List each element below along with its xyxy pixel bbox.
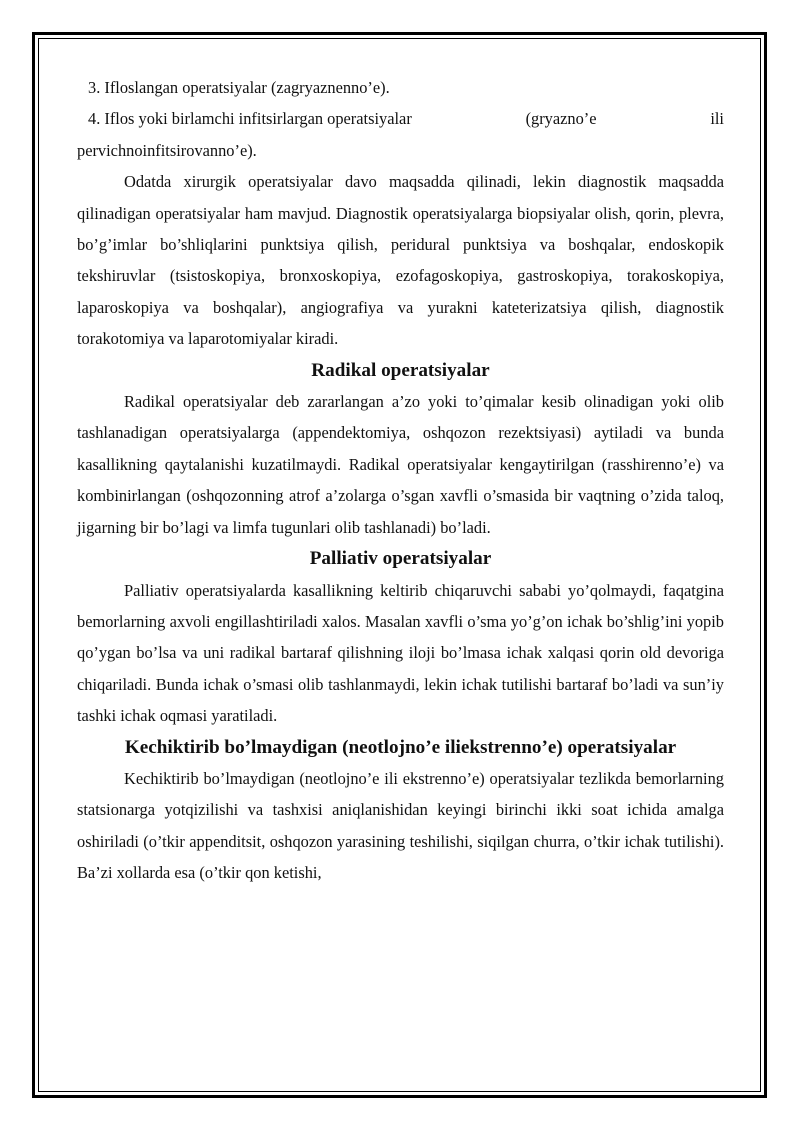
section-body-palliative: Palliativ operatsiyalarda kasallikning keltirib chiqaruvchi sababi yo’qolmaydi, faqatgina bemorlarning axvoli engillashtiriladi xalos. Masalan xavfli o’sma yo’g’on ichak bo’shlig’ini yopib qo’ygan bo’lsa va uni radikal bartaraf qilishning iloji bo’lmasa ichak xalqasi qorin old devoriga chiqariladi. Bunda ichak o’smasi olib tashlanmaydi, lekin ichak tutilishi bartaraf bo’ladi va sun’iy tashki ichak oqmasi yaratiladi. bbox=[77, 580, 724, 726]
section-heading-urgent: Kechiktirib bo’lmaydigan (neotlojno’e iliekstrenno’e) operatsiyalar bbox=[124, 736, 677, 758]
section-heading-palliative: Palliativ operatsiyalar bbox=[309, 548, 492, 570]
section-body-urgent: Kechiktirib bo’lmaydigan (neotlojno’e ili ekstrenno’e) operatsiyalar tezlikda bemorlarning statsionarga yotqizilishi va tashxisi aniqlanishidan keyingi birinchi ikki soat ichida amalga oshiriladi (o’tkir appenditsit, oshqozon yarasining teshilishi, siqilgan churra, o’tkir ichak tutilishi). Ba’zi xollarda esa (o’tkir qon ketishi, bbox=[77, 768, 724, 883]
list-item-4-part2: (gryazno’e bbox=[525, 109, 597, 129]
list-item-4-part1: 4. Iflos yoki birlamchi infitsirlargan operatsiyalar bbox=[88, 109, 412, 129]
document-body bbox=[77, 72, 724, 889]
section-heading-radical: Radikal operatsiyalar bbox=[311, 359, 490, 381]
list-item-4 bbox=[77, 103, 724, 134]
list-item-3: 3. Ifloslangan operatsiyalar (zagryaznenno’e). bbox=[88, 78, 390, 97]
list-item-4-continuation: pervichnoinfitsirovanno’e). bbox=[77, 140, 257, 160]
list-item-4-part3: ili bbox=[710, 109, 724, 129]
intro-paragraph: Odatda xirurgik operatsiyalar davo maqsadda qilinadi, lekin diagnostik maqsadda qilinadigan operatsiyalar ham mavjud. Diagnostik operatsiyalarga biopsiyalar olish, qorin, plevra, bo’g’imlar bo’shliqlarini punktsiya qilish, peridural punktsiya va boshqalar, endoskopik tekshiruvlar (tsistoskopiya, bronxoskopiya, ezofagoskopiya, gastroskopiya, torakoskopiya, laparoskopiya va boshqalar), angiografiya va yurakni kateterizatsiya qilish, diagnostik torakotomiya va laparotomiyalar kiradi. bbox=[77, 172, 724, 349]
section-body-radical: Radikal operatsiyalar deb zararlangan a’zo yoki to’qimalar kesib olinadigan yoki olib tashlanadigan operatsiyalarga (appendektomiya, oshqozon rezektsiyasi) aytiladi va bunda kasallikning qaytalanishi kuzatilmaydi. Radikal operatsiyalar kengaytirilgan (rasshirenno’e) va kombinirlangan (oshqozonning atrof a’zolarga o’sgan xavfli o’smasida bir vaqtning o’zida taloq, jigarning bir bo’lagi va limfa tugunlari olib tashlanadi) bo’ladi. bbox=[77, 392, 724, 537]
